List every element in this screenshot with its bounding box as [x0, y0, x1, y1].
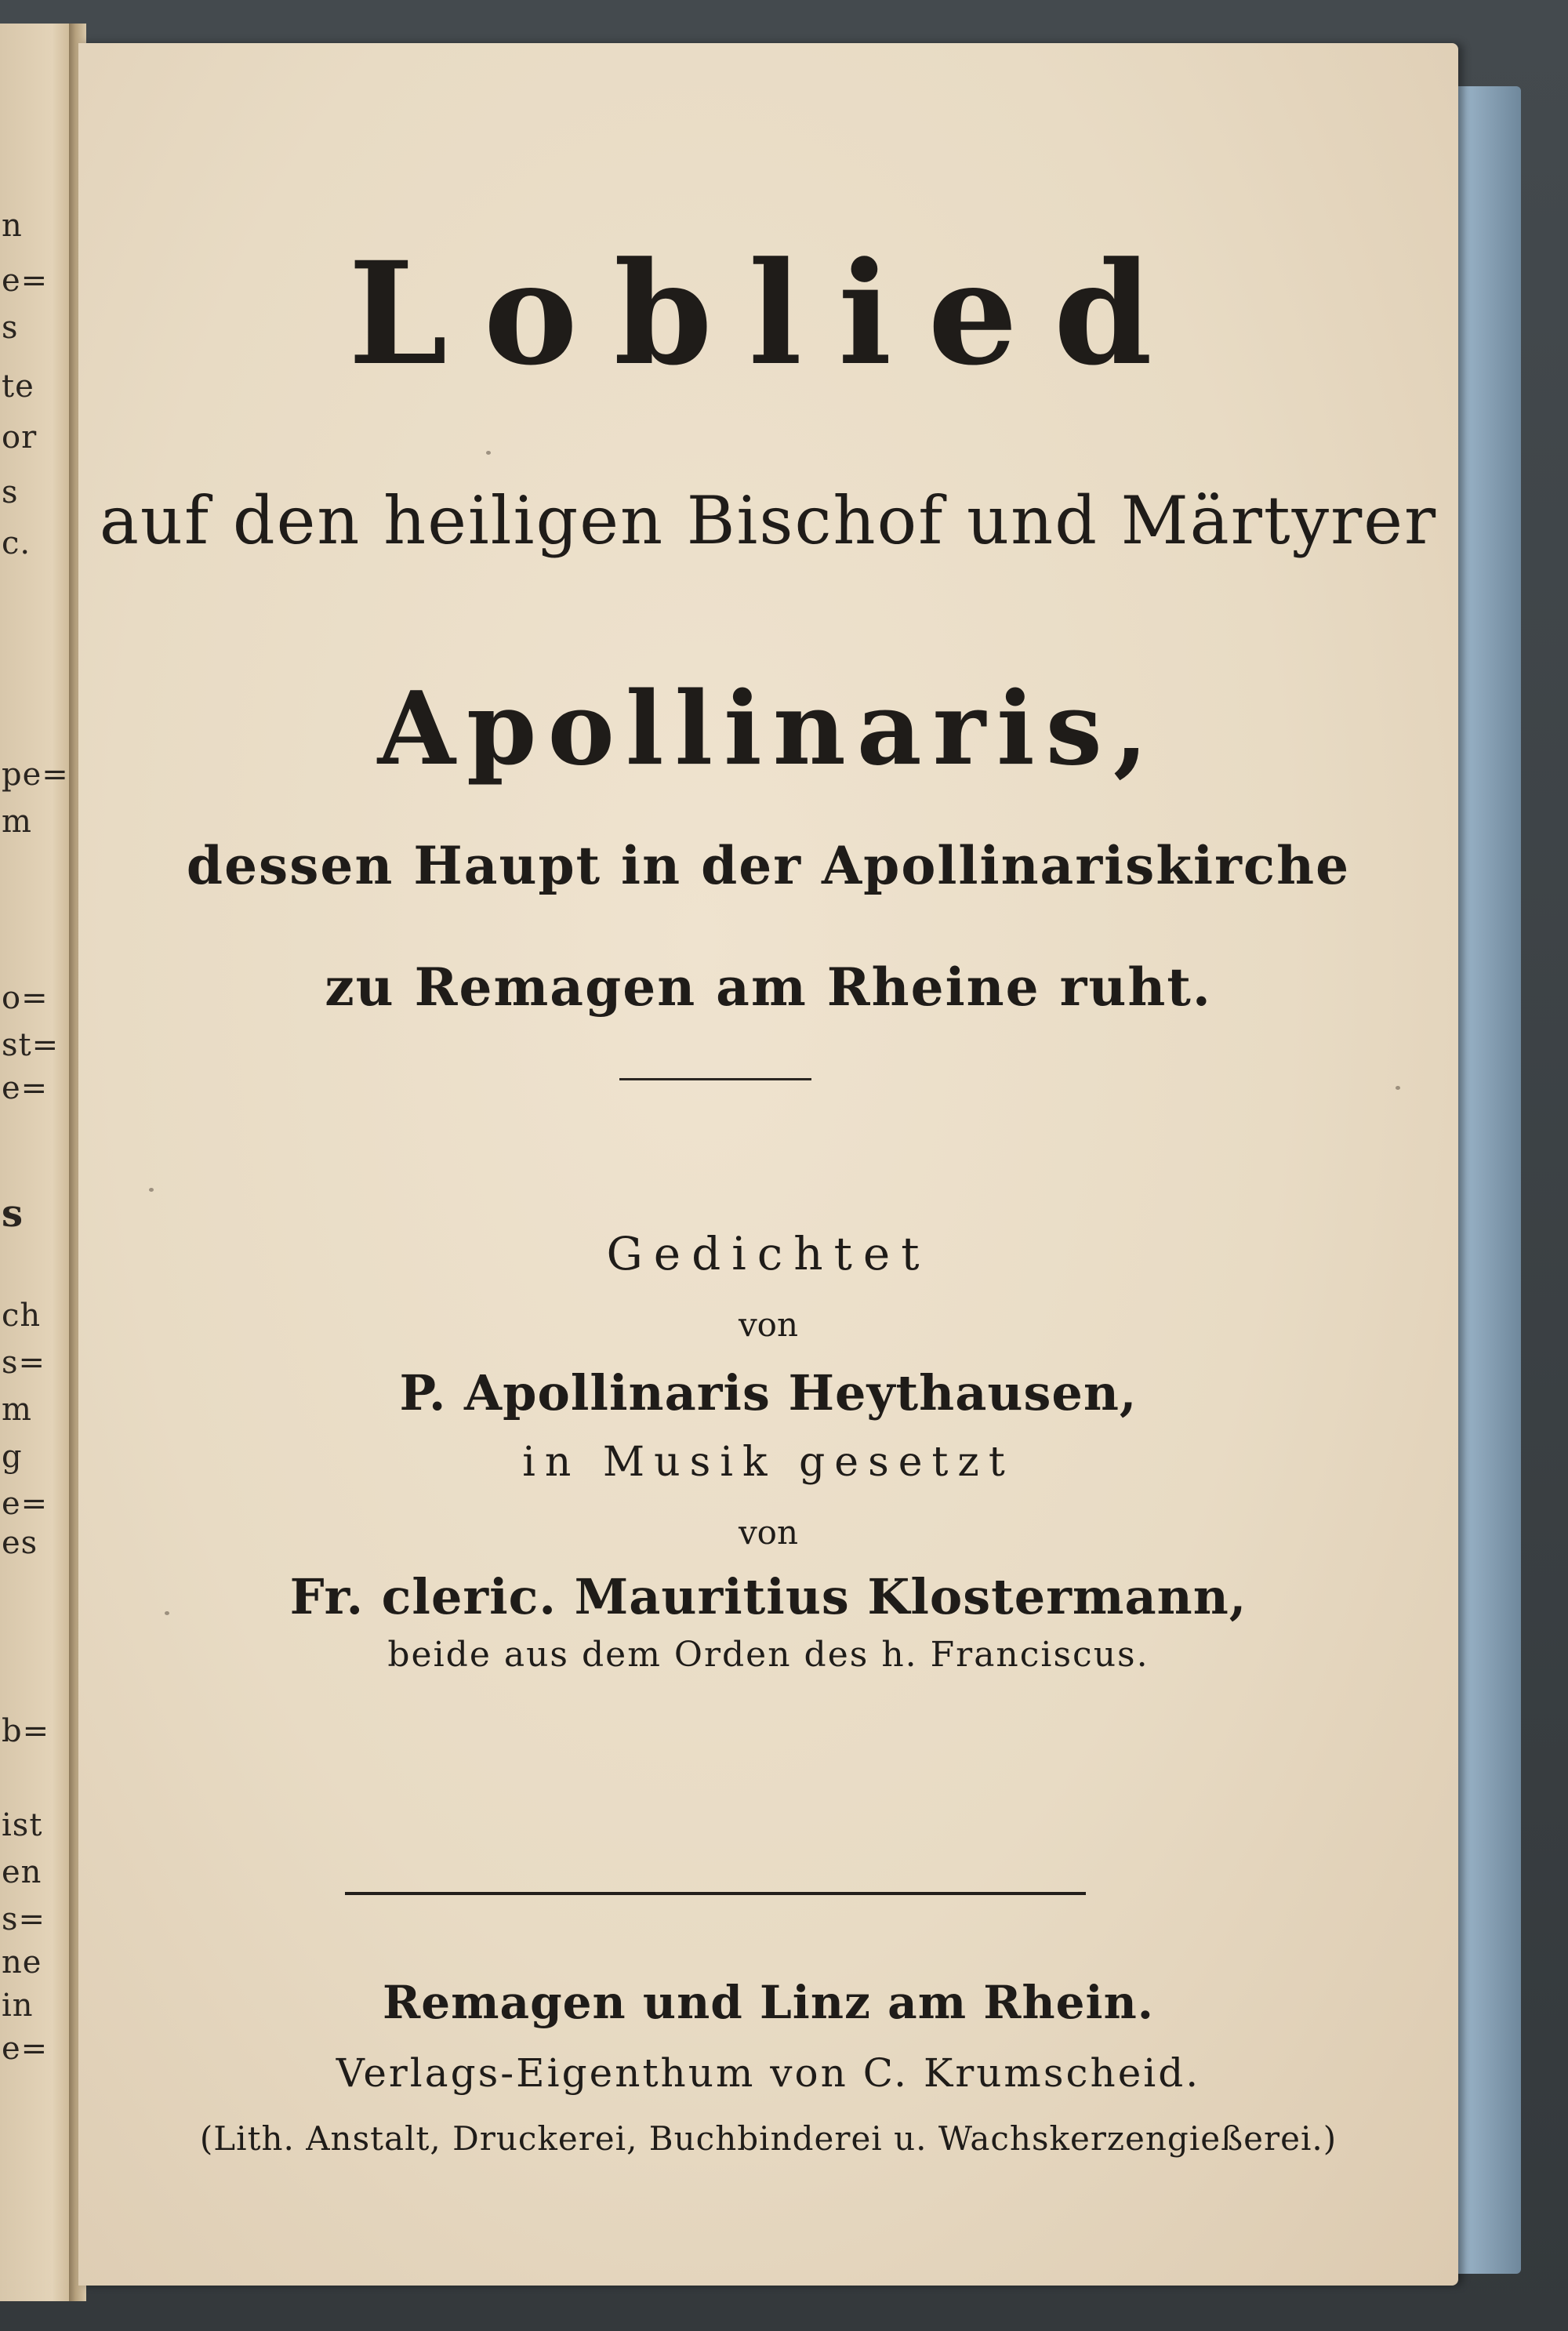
author-name: P. Apollinaris Heythausen, [399, 1364, 1138, 1421]
left-page-fragment: e= [2, 263, 49, 299]
left-page-fragment: in [2, 1988, 34, 2024]
von-label-1: von [738, 1305, 799, 1344]
left-page-fragment: s= [2, 1345, 46, 1381]
left-page-fragment: n [2, 208, 23, 244]
saint-name: Apollinaris, [377, 670, 1160, 788]
paper-speck [486, 451, 491, 455]
paper-speck [1396, 1086, 1400, 1090]
main-title: Loblied [348, 231, 1189, 397]
left-page-fragment: e= [2, 1070, 49, 1106]
left-page-fragment: st= [2, 1027, 60, 1063]
left-page-fragment: g [2, 1439, 23, 1475]
imprint-publisher: Verlags-Eigenthum von C. Krumscheid. [336, 2050, 1201, 2096]
left-page-fragment: te [2, 369, 34, 405]
imprint-place: Remagen und Linz am Rhein. [383, 1976, 1154, 2029]
gedichtet-label: Gedichtet [606, 1227, 931, 1280]
composer-name: Fr. cleric. Mauritius Klostermann, [289, 1568, 1247, 1625]
left-page-fragment: ne [2, 1944, 42, 1981]
subtitle-line-3: zu Remagen am Rheine ruht. [325, 957, 1212, 1018]
short-divider-rule [619, 1078, 811, 1080]
order-note: beide aus dem Orden des h. Franciscus. [387, 1635, 1149, 1675]
left-page-fragment: en [2, 1854, 42, 1890]
paper-speck [149, 1188, 154, 1192]
music-set-label: in Musik gesetzt [522, 1439, 1014, 1486]
subtitle-line-2: dessen Haupt in der Apollinariskirche [186, 835, 1351, 896]
left-page-fragment: s [2, 310, 19, 346]
left-page-fragment: b= [2, 1713, 50, 1749]
left-page-fragment: o= [2, 980, 49, 1016]
left-page-fragment: s= [2, 1901, 46, 1937]
left-page-fragment: or [2, 419, 38, 456]
left-page-fragment: m [2, 804, 32, 840]
left-page-fragment: es [2, 1525, 38, 1561]
imprint-firm: (Lith. Anstalt, Druckerei, Buchbinderei u. Wachskerzengießerei.) [199, 2119, 1338, 2158]
left-page-fragment: ist [2, 1807, 43, 1843]
von-label-2: von [738, 1513, 799, 1552]
subtitle-line-1: auf den heiligen Bischof und Märtyrer [99, 482, 1438, 559]
paper-speck [165, 1611, 169, 1615]
left-page-fragment: s [2, 474, 19, 510]
left-page-fragment: s [2, 1192, 24, 1236]
left-page-fragment: ch [2, 1298, 42, 1334]
left-page-fragment: c. [2, 525, 31, 561]
left-page-fragment: m [2, 1392, 32, 1428]
left-page-fragment: pe= [2, 757, 69, 793]
left-page-fragment: e= [2, 2031, 49, 2067]
left-page-fragment: e= [2, 1486, 49, 1522]
left-facing-page [0, 24, 74, 2301]
long-divider-rule [345, 1892, 1086, 1895]
title-page [78, 43, 1458, 2286]
